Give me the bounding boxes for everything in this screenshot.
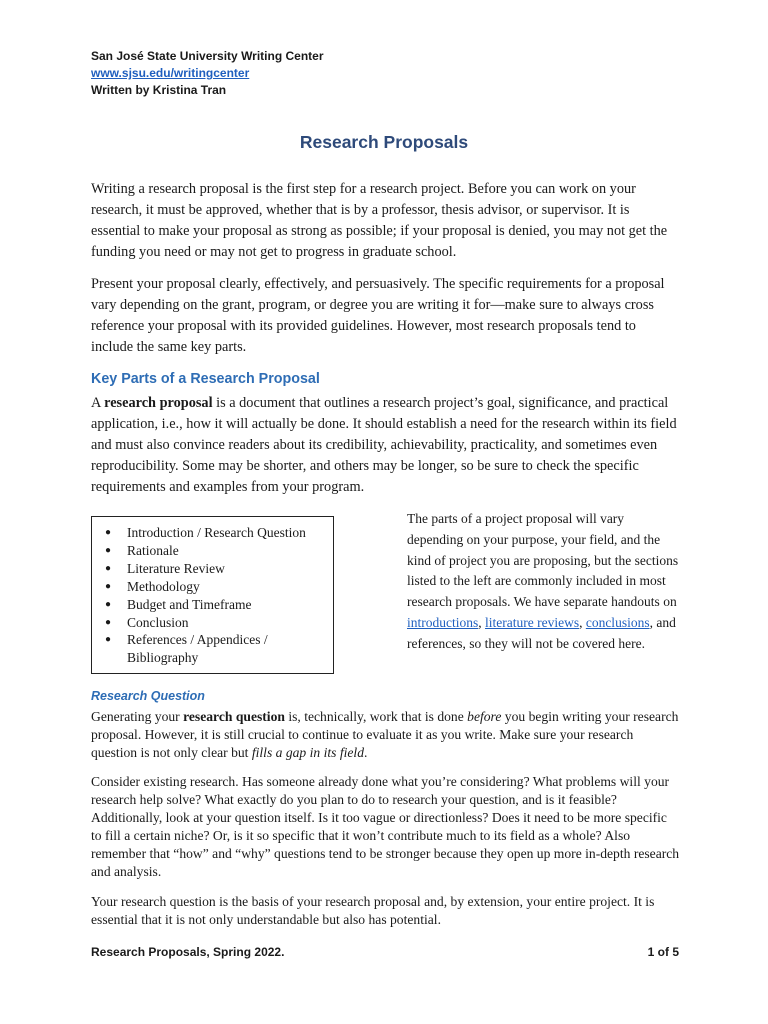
introductions-link[interactable]: introductions	[407, 614, 479, 630]
intro-paragraph-1: Writing a research proposal is the first step for a research project. Before you can work on your research, it must be approved, whether that is by a professor, thesis advisor, or supervisor. It is essential to make your proposal as strong as possible; if your proposal is denied, you may not get the funding you need or may not get to progress in graduate school.	[91, 181, 668, 260]
footer-title: Research Proposals, Spring 2022.	[91, 945, 285, 959]
research-proposal-term: research proposal	[104, 395, 213, 411]
research-question-paragraph-3: Your research question is the basis of your research proposal and, by extension, your entire project. It is essential that it is not only understandable but also has potential.	[91, 894, 655, 927]
writing-center-link[interactable]: www.sjsu.edu/writingcenter	[91, 66, 250, 80]
research-question-paragraph-1: Generating your research question is, technically, work that is done before you begin writing your research proposal. However, it is still crucial to continue to evaluate it as you write. Make sure your research question is not only clear but fills a gap in its field.	[91, 709, 679, 760]
page-title: Research Proposals	[299, 132, 469, 152]
intro-paragraph-2: Present your proposal clearly, effectively, and persuasively. The specific requirements for a proposal vary depending on the grant, program, or degree you are writing it for—make sure to always cross reference your proposal with its provided guidelines. However, most research proposals tend to include the same key parts.	[91, 276, 665, 355]
key-parts-list-box	[91, 516, 334, 674]
key-parts-paragraph: A research proposal is a document that outlines a research project’s goal, significance, and practical application, i.e., how it will actually be done. It should establish a need for the research within its field and must also convince readers about its credibility, achievability, practicality, and sometimes even reproducibility. Some may be shorter, and others may be longer, so be sure to check the specific requirements and examples from your program.	[91, 395, 677, 495]
research-question-paragraph-2: Consider existing research. Has someone already done what you’re considering? What problems will your research help solve? What exactly do you plan to do to research your question, and is it feasible? Additionally, look at your question itself. Is it too vague or directionless? Does it need to be more specific to fill a certain niche? Or, is it so specific that it won’t contribute much to its field as a whole? Also remember that “how” and “why” questions tend to be stronger because they open up more in-depth research and analysis.	[91, 774, 680, 879]
list-item: ● Conclusion	[105, 614, 189, 630]
author-line: Written by Kristina Tran	[91, 83, 227, 97]
key-parts-list	[92, 524, 333, 667]
list-item: ● Rationale	[105, 542, 179, 558]
research-question-heading: Research Question	[91, 689, 205, 703]
conclusions-link[interactable]: conclusions	[585, 614, 650, 630]
key-parts-side-text: The parts of a project proposal will vary depending on your purpose, your field, and the kind of project you are proposing, but the sections listed to the left are commonly included in most research proposals. We have separate handouts on introductions, literature reviews, conclusions, and references, so they will not be covered here.	[407, 511, 679, 651]
page-number: 1 of 5	[647, 945, 679, 959]
literature-reviews-link[interactable]: literature reviews	[485, 614, 580, 630]
research-question-term: research question	[183, 709, 285, 724]
list-item: ● References / Appendices / Bibliography	[105, 632, 268, 666]
key-parts-heading: Key Parts of a Research Proposal	[91, 371, 320, 387]
list-item: ● Literature Review	[105, 560, 225, 576]
list-item: ● Budget and Timeframe	[105, 596, 252, 612]
list-item: ● Methodology	[105, 578, 200, 594]
list-item: ● Introduction / Research Question	[105, 525, 306, 540]
org-name: San José State University Writing Center	[91, 49, 324, 63]
document-header	[91, 48, 324, 99]
